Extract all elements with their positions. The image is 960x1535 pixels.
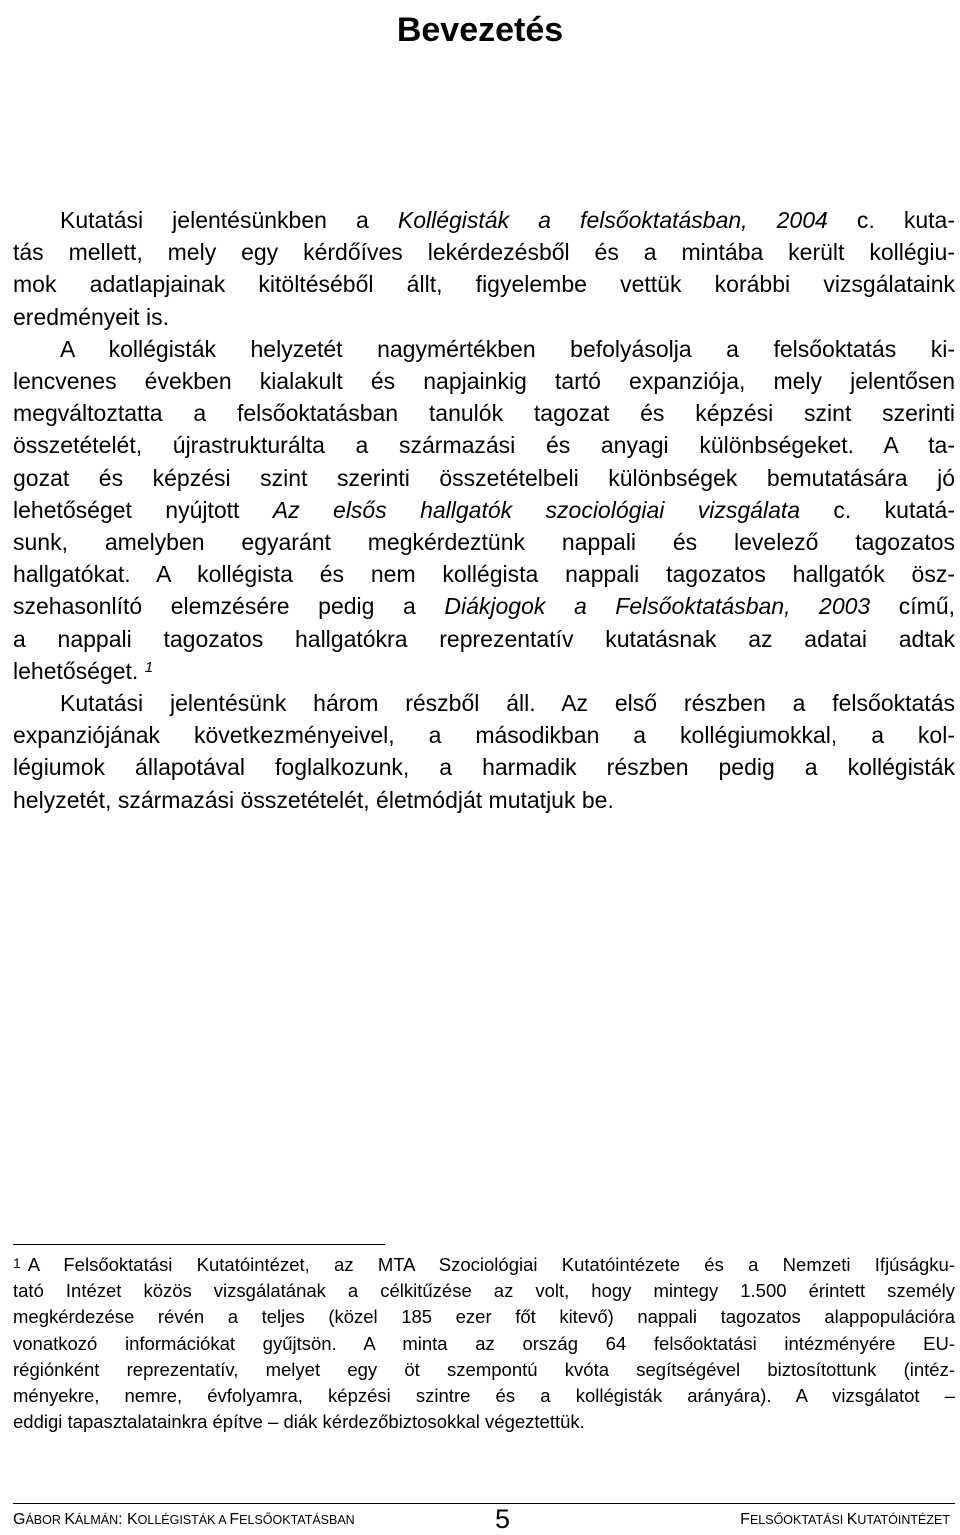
text-line: légiumok állapotával foglalkozunk, a harmadik részben pedig a kollégisták — [13, 754, 955, 781]
text-line — [13, 204, 955, 236]
text-run: ELSŐOKTATÁSI — [749, 1513, 847, 1527]
text-line: mok adatlapjainak kitöltéséből állt, figyelembe vettük korábbi vizsgálataink — [13, 271, 955, 298]
text-line: tás mellett, mely egy kérdőíves lekérdezésből és a mintába került kollégiu- — [13, 239, 955, 266]
text-run: OLLÉGISTÁK A — [137, 1513, 230, 1527]
text-line: sunk, amelyben egyaránt megkérdeztünk nappali és levelező tagozatos — [13, 529, 955, 556]
text-line: megváltoztatta a felsőoktatásban tanulók tagozat és képzési szint szerinti — [13, 400, 955, 427]
text-line: hallgatókat. A kollégista és nem kollégista nappali tagozatos hallgatók ösz- — [13, 561, 955, 588]
footer-separator — [13, 1503, 955, 1504]
text-line — [13, 590, 955, 622]
footnote-line: ményekre, nemre, évfolyamra, képzési szintre és a kollégisták arányára). A vizsgálatot – — [13, 1385, 955, 1407]
page-number: 5 — [495, 1504, 511, 1534]
text-run: ELSŐOKTATÁSBAN — [239, 1513, 355, 1527]
italic-title: Diákjogok a Felsőoktatásban, 2003 — [444, 593, 871, 620]
text-line: A kollégisták helyzetét nagymértékben befolyásolja a felsőoktatás ki- — [60, 335, 955, 362]
footnote-line: vonatkozó információkat gyűjtsön. A minta az ország 64 felsőoktatási intézményére EU- — [13, 1332, 955, 1354]
text-run: ÁBOR — [25, 1513, 65, 1527]
footnote-reference[interactable]: 1 — [144, 658, 154, 676]
text-line — [13, 655, 955, 687]
page-footer — [0, 1504, 960, 1534]
footnote-line: tató Intézet közös vizsgálatának a célkitűzése az volt, hogy mintegy 1.500 érintett személy — [13, 1280, 955, 1302]
text-line — [13, 494, 955, 526]
footnote-line: régiónként reprezentatív, melyet egy öt szempontú kvóta segítségével biztosítottunk (intéz- — [13, 1358, 955, 1380]
text-run: szehasonlító elemzésére pedig a — [13, 593, 445, 620]
text-run: lehetőséget nyújtott — [13, 496, 273, 523]
footnote-line — [13, 1252, 955, 1278]
body-text — [13, 204, 955, 816]
footnote-number: 1 — [13, 1255, 21, 1271]
text-line: helyzetét, származási összetételét, életmódját mutatjuk be. — [13, 786, 614, 813]
text-line: a nappali tagozatos hallgatókra reprezentatív kutatásnak az adatai adtak — [13, 625, 955, 652]
text-line: lencvenes években kialakult és napjainkig tartó expanziója, mely jelentősen — [13, 368, 955, 395]
text-run: K — [127, 1511, 138, 1528]
footnote — [13, 1252, 955, 1435]
footer-institution — [740, 1511, 950, 1529]
text-run: UTATÓINTÉZET — [857, 1513, 950, 1527]
text-run: K — [846, 1511, 858, 1528]
text-run: G — [13, 1511, 26, 1528]
text-run: Kutatási jelentésünkben a — [60, 207, 398, 233]
footnote-line: eddigi tapasztalatainkra építve – diák kérdezőbiztosokkal végeztettük. — [13, 1411, 585, 1433]
text-line: Kutatási jelentésünk három részből áll. Az első részben a felsőoktatás — [60, 690, 955, 717]
text-run: : — [118, 1511, 127, 1528]
text-line: eredményeit is. — [13, 303, 169, 330]
text-run: című, — [870, 593, 956, 620]
text-run: F — [229, 1511, 240, 1528]
footnote-separator — [13, 1244, 385, 1245]
text-run: c. kutatá- — [800, 496, 955, 523]
text-line: összetételét, újrastrukturálta a származási és anyagi különbségeket. A ta- — [13, 432, 955, 459]
text-run: K — [64, 1511, 76, 1528]
text-run: ÁLMÁN — [75, 1513, 119, 1527]
text-line: gozat és képzési szint szerinti összetételbeli különbségek bemutatására jó — [13, 464, 955, 491]
italic-title: Kollégisták a felsőoktatásban, 2004 — [397, 207, 828, 233]
text-line: expanziójának következményeivel, a másodikban a kollégiumokkal, a kol- — [13, 722, 955, 749]
text-run: F — [740, 1511, 750, 1528]
page-title: Bevezetés — [396, 11, 564, 49]
text-run: lehetőséget. — [13, 657, 139, 684]
footnote-line: megkérdezése révén a teljes (közel 185 ezer főt kitevő) nappali tagozatos alappopulációra — [13, 1306, 955, 1328]
italic-title: Az elsős hallgatók szociológiai vizsgálata — [272, 496, 801, 523]
footer-author-title — [13, 1511, 355, 1529]
text-run: c. kuta- — [827, 207, 955, 233]
text-run: A Felsőoktatási Kutatóintézet, az MTA Szociológiai Kutatóintézete és a Nemzeti Ifjúságku- — [27, 1254, 955, 1275]
